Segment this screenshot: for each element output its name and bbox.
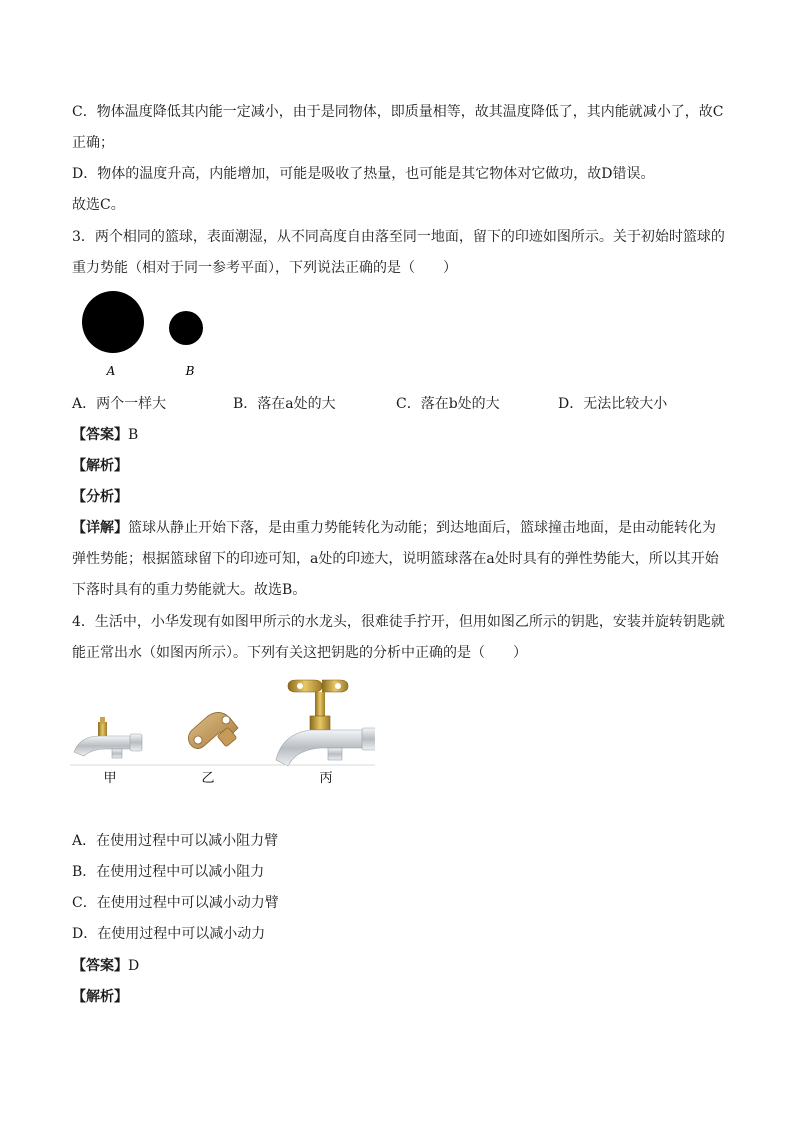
q2-conclusion: 故选C。 <box>72 197 125 213</box>
faucet-jia-icon <box>74 717 142 758</box>
label-bing: 丙 <box>319 771 333 786</box>
mark-b-label: B <box>185 364 195 378</box>
q3-detail-line1 <box>72 518 716 538</box>
mark-b-circle <box>169 311 203 345</box>
key-yi-icon <box>188 712 238 748</box>
q3-detail-line2: 弹性势能；根据篮球留下的印迹可知，a处的印迹大，说明篮球落在a处时具有的弹性势能大，所以其开始 <box>72 551 719 567</box>
q2-option-c-line1: C．物体温度降低其内能一定减小，由于是同物体，即质量相等，故其温度降低了，其内能就减小了，故C <box>72 104 724 120</box>
q2-option-c-line2: 正确； <box>72 135 114 151</box>
label-yi: 乙 <box>201 771 215 786</box>
mark-a-circle <box>82 291 144 353</box>
q4-stem-line1: 4．生活中，小华发现有如图甲所示的水龙头，很难徒手拧开，但用如图乙所示的钥匙，安装并旋转钥匙就 <box>72 614 725 630</box>
q3-option-b: B．落在a处的大 <box>233 396 336 412</box>
q4-option-a: A．在使用过程中可以减小阻力臂 <box>72 833 279 849</box>
faucet-bing-icon <box>276 680 375 766</box>
q4-option-b: B．在使用过程中可以减小阻力 <box>72 864 265 880</box>
q3-answer-value: B <box>128 427 139 443</box>
label-jia: 甲 <box>103 771 117 786</box>
q3-detail-line3: 下落时具有的重力势能就大。故选B。 <box>72 582 307 598</box>
q4-answer-line <box>72 956 139 976</box>
mark-a-label: A <box>106 364 116 378</box>
q3-option-d: D．无法比较大小 <box>558 396 668 412</box>
q3-detail-text1: 篮球从静止开始下落，是由重力势能转化为动能；到达地面后，篮球撞击地面，是由动能转化为 <box>128 520 716 536</box>
q2-option-d: D．物体的温度升高，内能增加，可能是吸收了热量，也可能是其它物体对它做功，故D错误。 <box>72 166 655 182</box>
q4-analysis-tag <box>72 987 128 1007</box>
q3-stem-line2: 重力势能（相对于同一参考平面），下列说法正确的是（ ） <box>72 260 457 276</box>
detail-tag: 【详解】 <box>72 520 128 536</box>
analysis-tag: 【解析】 <box>72 458 128 474</box>
answer-tag: 【答案】 <box>72 427 128 443</box>
q3-analysis-tag <box>72 456 128 476</box>
q4-stem-line2: 能正常出水（如图丙所示）。下列有关这把钥匙的分析中正确的是（ ） <box>72 645 527 661</box>
q3-answer-line <box>72 425 138 445</box>
q4-faucet-key-figure <box>70 672 375 790</box>
fenxi-tag: 【分析】 <box>72 489 128 505</box>
q4-option-c: C．在使用过程中可以减小动力臂 <box>72 895 279 911</box>
q3-stem-line1: 3．两个相同的篮球，表面潮湿，从不同高度自由落至同一地面，留下的印迹如图所示。关于初始时篮球的 <box>72 229 725 245</box>
answer-tag: 【答案】 <box>72 958 128 974</box>
q3-fenxi-tag <box>72 487 128 507</box>
q3-basketball-marks-figure <box>78 288 218 380</box>
q4-option-d: D．在使用过程中可以减小动力 <box>72 926 266 942</box>
analysis-tag: 【解析】 <box>72 989 128 1005</box>
q3-option-c: C．落在b处的大 <box>396 396 500 412</box>
q4-answer-value: D <box>128 958 140 974</box>
q3-option-a: A．两个一样大 <box>72 396 167 412</box>
